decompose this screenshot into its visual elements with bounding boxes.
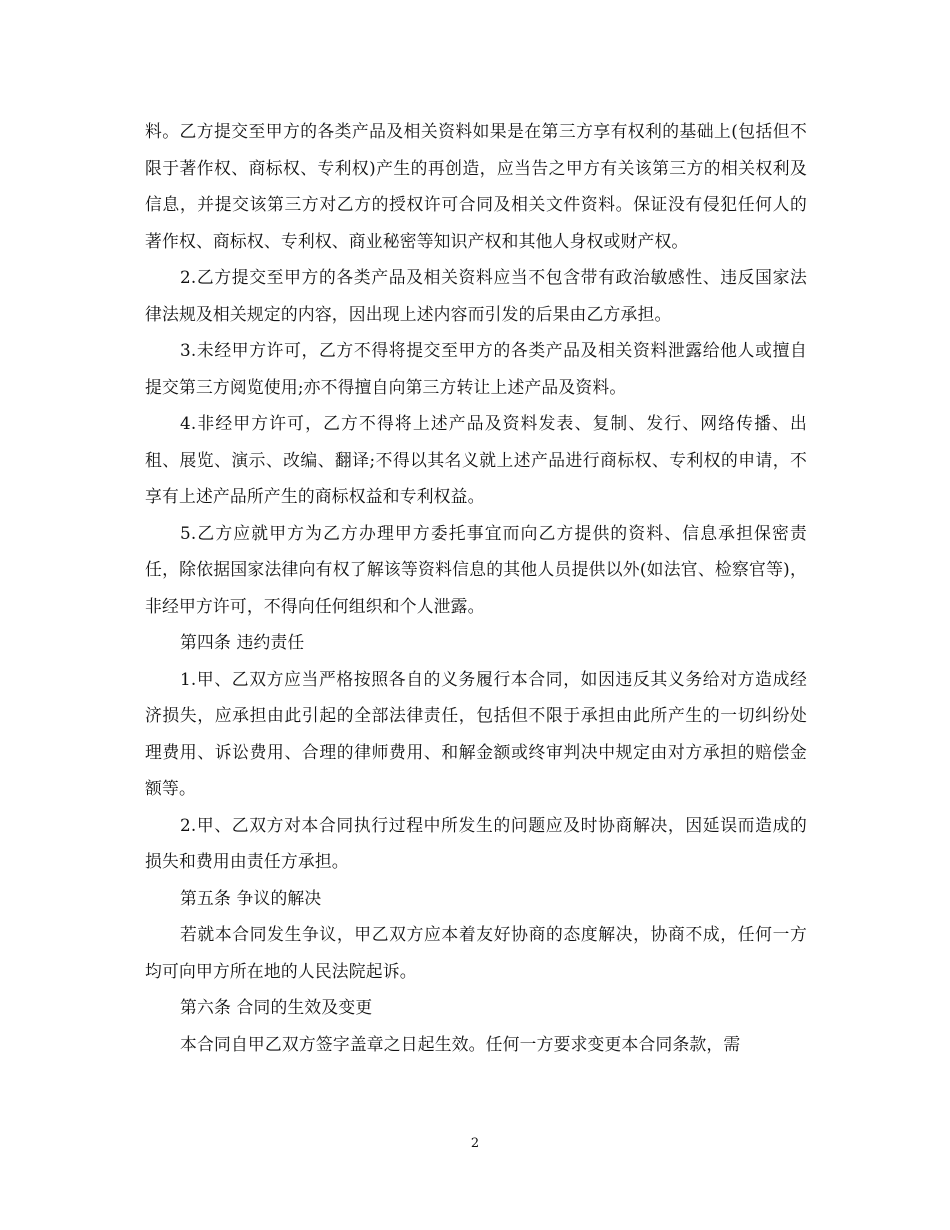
document-body <box>145 113 807 1062</box>
paragraph-article-4-clause-1: 1.甲、乙双方应当严格按照各自的义务履行本合同，如因违反其义务给对方造成经济损失，应承担由此引起的全部法律责任，包括但不限于承担由此所产生的一切纠纷处理费用、诉讼费用、合理的律师费用、和解金额或终审判决中规定由对方承担的赔偿金额等。 <box>145 668 807 798</box>
paragraph-clause-3: 3.未经甲方许可，乙方不得将提交至甲方的各类产品及相关资料泄露给他人或擅自提交第三方阅览使用;亦不得擅自向第三方转让上述产品及资料。 <box>145 340 807 397</box>
section-heading-article-5: 第五条 争议的解决 <box>180 887 322 908</box>
paragraph-article-6: 本合同自甲乙双方签字盖章之日起生效。任何一方要求变更本合同条款，需 <box>180 1033 741 1054</box>
section-heading-article-6: 第六条 合同的生效及变更 <box>180 997 373 1017</box>
paragraph-clause-5: 5.乙方应就甲方为乙方办理甲方委托事宜而向乙方提供的资料、信息承担保密责任，除依据国家法律向有权了解该等资料信息的其他人员提供以外(如法官、检察官等)，非经甲方许可，不得向任何组织和个人泄露。 <box>145 522 807 616</box>
paragraph-article-5: 若就本合同发生争议，甲乙双方应本着友好协商的态度解决，协商不成，任何一方均可向甲方所在地的人民法院起诉。 <box>145 924 807 981</box>
page-number: 2 <box>470 1136 480 1151</box>
paragraph-continuation: 料。乙方提交至甲方的各类产品及相关资料如果是在第三方享有权利的基础上(包括但不限于著作权、商标权、专利权)产生的再创造，应当告之甲方有关该第三方的相关权利及信息，并提交该第三方对乙方的授权许可合同及相关文件资料。保证没有侵犯任何人的著作权、商标权、专利权、商业秘密等知识产权和其他人身权或财产权。 <box>145 121 807 251</box>
section-heading-article-4: 第四条 违约责任 <box>180 632 305 652</box>
paragraph-clause-4: 4.非经甲方许可，乙方不得将上述产品及资料发表、复制、发行、网络传播、出租、展览、演示、改编、翻译;不得以其名义就上述产品进行商标权、专利权的申请，不享有上述产品所产生的商标权益和专利权益。 <box>145 413 807 506</box>
paragraph-clause-2: 2.乙方提交至甲方的各类产品及相关资料应当不包含带有政治敏感性、违反国家法律法规及相关规定的内容，因出现上述内容而引发的后果由乙方承担。 <box>145 267 807 324</box>
paragraph-article-4-clause-2: 2.甲、乙双方对本合同执行过程中所发生的问题应及时协商解决，因延误而造成的损失和费用由责任方承担。 <box>145 814 807 871</box>
